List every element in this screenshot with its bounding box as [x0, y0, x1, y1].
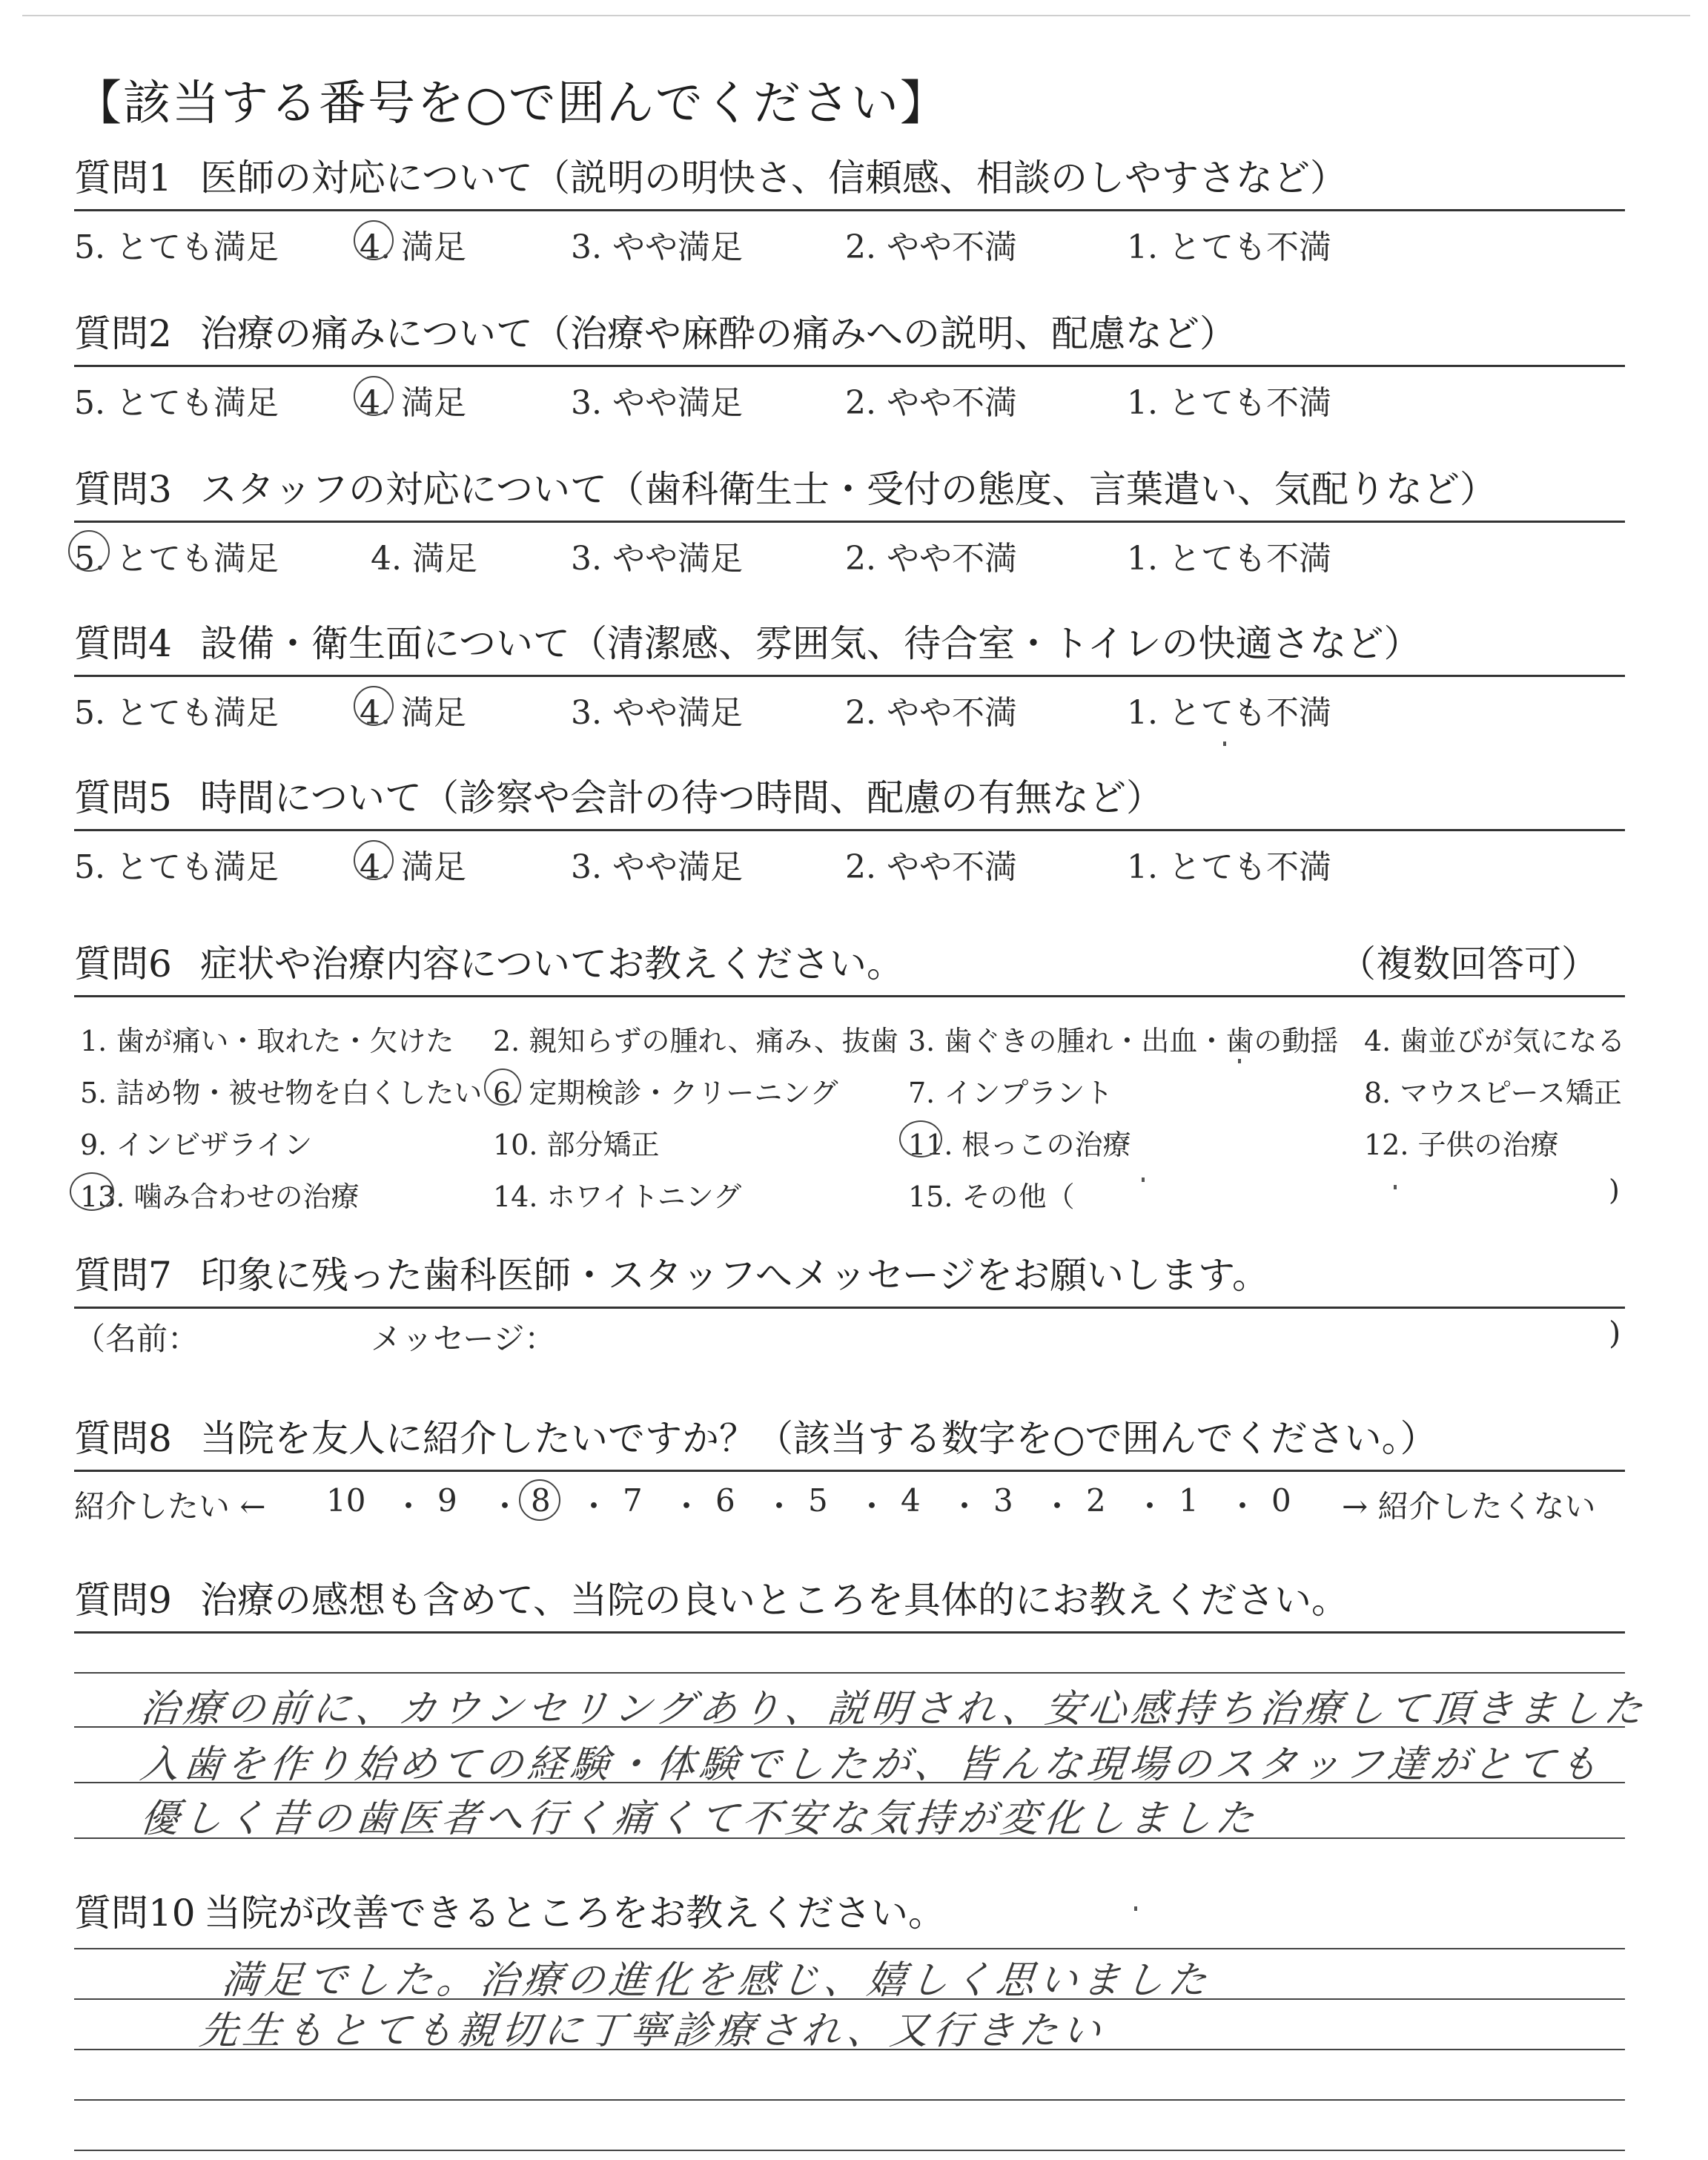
question-2 — [74, 304, 1625, 422]
option-5[interactable]: 5. とても満足 — [74, 694, 279, 732]
scale-separator: ・ — [1227, 1488, 1259, 1525]
symptom-11[interactable]: 11. 根っこの治療 — [908, 1129, 1131, 1161]
other-close-paren: ) — [1609, 1174, 1620, 1206]
option-3[interactable]: 3. やや満足 — [571, 384, 743, 422]
option-1[interactable]: 1. とても不満 — [1127, 694, 1331, 732]
question-text: 時間について（診察や会計の待つ時間、配慮の有無など） — [200, 776, 1163, 819]
question-number: 質問1 — [74, 156, 172, 199]
question-header — [74, 1571, 1625, 1634]
symptom-9[interactable]: 9. インビザライン — [80, 1129, 313, 1161]
symptom-7[interactable]: 7. インプラント — [908, 1077, 1113, 1109]
question-number: 質問3 — [74, 468, 172, 511]
selection-circle — [68, 530, 110, 572]
question-text: スタッフの対応について（歯科衛生士・受付の態度、言葉遣い、気配りなど） — [200, 468, 1497, 511]
scale-7[interactable]: 7 — [623, 1482, 643, 1519]
symptom-8[interactable]: 8. マウスピース矯正 — [1364, 1077, 1622, 1109]
rating-options — [74, 211, 1625, 266]
scale-6[interactable]: 6 — [715, 1482, 735, 1519]
option-5[interactable]: 5. とても満足 — [74, 384, 279, 422]
rating-options — [74, 523, 1625, 578]
question-text: 医師の対応について（説明の明快さ、信頼感、相談のしやすさなど） — [200, 156, 1347, 199]
multiple-answer-note: （複数回答可） — [1339, 942, 1598, 985]
scale-10[interactable]: 10 — [326, 1482, 366, 1519]
question-text: 当院が改善できるところをお教えください。 — [204, 1892, 945, 1935]
question-number: 質問7 — [74, 1254, 172, 1297]
question-number: 質問10 — [74, 1892, 196, 1935]
symptom-3[interactable]: 3. 歯ぐきの腫れ・出血・歯の動揺 — [908, 1025, 1339, 1057]
question-number: 質問2 — [74, 312, 172, 355]
scale-1[interactable]: 1 — [1179, 1482, 1199, 1519]
question-6 — [74, 934, 1625, 1220]
question-text: 症状や治療内容についてお教えください。 — [200, 942, 904, 985]
answer-line — [74, 2099, 1625, 2101]
question-10 — [74, 1883, 1625, 1944]
symptom-15[interactable]: 15. その他（ — [908, 1180, 1075, 1213]
handwritten-answer-line: 満足でした。治療の進化を感じ、嬉しく思いました — [219, 1958, 1214, 2003]
option-2[interactable]: 2. やや不満 — [845, 694, 1017, 732]
symptom-2[interactable]: 2. 親知らずの腫れ、痛み、抜歯 — [493, 1025, 898, 1057]
question-header — [74, 148, 1625, 211]
scan-speck — [1134, 1906, 1137, 1911]
scan-speck — [1142, 1178, 1145, 1182]
message-close-paren: ) — [1609, 1315, 1621, 1351]
question-5 — [74, 768, 1625, 886]
scale-separator: ・ — [856, 1488, 888, 1525]
scan-speck — [1238, 1059, 1241, 1063]
scale-8[interactable]: 8 — [531, 1482, 551, 1519]
rating-options — [74, 831, 1625, 886]
symptom-13[interactable]: 13. 噛み合わせの治療 — [80, 1180, 360, 1213]
question-text: 当院を友人に紹介したいですか？（該当する数字を○で囲んでください。） — [200, 1417, 1437, 1460]
scale-separator: ・ — [393, 1488, 425, 1525]
question-3 — [74, 460, 1625, 578]
option-2[interactable]: 2. やや不満 — [845, 848, 1017, 886]
question-header — [74, 304, 1625, 367]
question-header — [74, 934, 1625, 997]
page-title: 【該当する番号を○で囲んでください】 — [74, 76, 949, 131]
scale-separator: ・ — [949, 1488, 981, 1525]
scale-left-label: 紹介したい ← — [74, 1488, 266, 1525]
question-header — [74, 614, 1625, 677]
scale-separator: ・ — [764, 1488, 795, 1525]
selection-circle — [899, 1120, 942, 1157]
question-header — [74, 1246, 1625, 1309]
symptom-4[interactable]: 4. 歯並びが気になる — [1364, 1025, 1626, 1057]
option-5[interactable]: 5. とても満足 — [74, 540, 279, 578]
scale-9[interactable]: 9 — [437, 1482, 457, 1519]
question-header — [74, 768, 1625, 831]
scale-0[interactable]: 0 — [1271, 1482, 1291, 1519]
option-4[interactable]: 4. 満足 — [360, 384, 466, 422]
message-row — [74, 1309, 1625, 1357]
question-4 — [74, 614, 1625, 732]
scale-separator: ・ — [1042, 1488, 1073, 1525]
answer-line — [74, 1672, 1625, 1674]
answer-line — [74, 2150, 1625, 2151]
question-7 — [74, 1246, 1625, 1357]
top-border — [22, 15, 1690, 16]
message-label: メッセージ： — [371, 1321, 556, 1357]
rating-options — [74, 367, 1625, 422]
question-text: 印象に残った歯科医師・スタッフへメッセージをお願いします。 — [200, 1254, 1269, 1297]
question-number: 質問9 — [74, 1579, 172, 1622]
selection-circle — [354, 376, 394, 416]
symptom-12[interactable]: 12. 子供の治療 — [1364, 1129, 1559, 1161]
question-number: 質問4 — [74, 622, 172, 665]
scale-right-label: → 紹介したくない — [1342, 1488, 1596, 1525]
scan-speck — [1223, 742, 1226, 746]
option-3[interactable]: 3. やや満足 — [571, 848, 743, 886]
handwritten-answer-line: 優しく昔の歯医者へ行く痛くて不安な気持が変化しました — [138, 1797, 1261, 1841]
name-label: （名前： — [74, 1321, 199, 1357]
option-3[interactable]: 3. やや満足 — [571, 228, 743, 266]
question-9 — [74, 1571, 1625, 1634]
symptom-10[interactable]: 10. 部分矯正 — [493, 1129, 660, 1161]
selection-circle — [354, 840, 394, 880]
option-5[interactable]: 5. とても満足 — [74, 228, 279, 266]
option-1[interactable]: 1. とても不満 — [1127, 228, 1331, 266]
recommend-scale — [74, 1472, 1625, 1524]
option-4[interactable]: 4. 満足 — [360, 228, 466, 266]
option-4[interactable]: 4. 満足 — [360, 848, 466, 886]
handwritten-answer-line: 入歯を作り始めての経験・体験でしたが、皆んな現場のスタッフ達がとても — [138, 1743, 1605, 1787]
selection-circle — [484, 1069, 521, 1106]
scale-3[interactable]: 3 — [993, 1482, 1013, 1519]
scale-separator: ・ — [489, 1488, 521, 1525]
selection-circle — [354, 686, 394, 726]
symptom-5[interactable]: 5. 詰め物・被せ物を白くしたい — [80, 1077, 483, 1109]
selection-circle — [354, 220, 394, 260]
handwritten-answer-line: 先生もとても親切に丁寧診療され、又行きたい — [197, 2009, 1108, 2053]
rating-options — [74, 677, 1625, 732]
question-header — [74, 460, 1625, 523]
option-4[interactable]: 4. 満足 — [360, 694, 466, 732]
question-1 — [74, 148, 1625, 266]
handwritten-answer-line: 治療の前に、カウンセリングあり、説明され、安心感持ち治療して頂きました — [138, 1687, 1649, 1731]
scale-2[interactable]: 2 — [1086, 1482, 1106, 1519]
scale-separator: ・ — [1134, 1488, 1166, 1525]
option-1[interactable]: 1. とても不満 — [1127, 384, 1331, 422]
symptom-options — [74, 997, 1625, 1220]
symptom-14[interactable]: 14. ホワイトニング — [493, 1180, 742, 1213]
option-5[interactable]: 5. とても満足 — [74, 848, 279, 886]
question-text: 治療の感想も含めて、当院の良いところを具体的にお教えください。 — [200, 1579, 1348, 1622]
selection-circle — [519, 1479, 560, 1521]
question-text: 設備・衛生面について（清潔感、雰囲気、待合室・トイレの快適さなど） — [200, 622, 1421, 665]
question-header — [74, 1409, 1625, 1472]
question-number: 質問8 — [74, 1417, 172, 1460]
scale-separator: ・ — [578, 1488, 610, 1525]
option-2[interactable]: 2. やや不満 — [845, 228, 1017, 266]
scan-speck — [1394, 1185, 1397, 1189]
scale-separator: ・ — [671, 1488, 703, 1525]
symptom-6[interactable]: 6. 定期検診・クリーニング — [493, 1077, 838, 1109]
question-text: 治療の痛みについて（治療や麻酔の痛みへの説明、配慮など） — [200, 312, 1237, 355]
option-1[interactable]: 1. とても不満 — [1127, 540, 1331, 578]
scale-5[interactable]: 5 — [808, 1482, 828, 1519]
question-8 — [74, 1409, 1625, 1524]
option-2[interactable]: 2. やや不満 — [845, 540, 1017, 578]
option-2[interactable]: 2. やや不満 — [845, 384, 1017, 422]
question-header — [74, 1883, 1625, 1944]
question-number: 質問6 — [74, 942, 172, 985]
option-3[interactable]: 3. やや満足 — [571, 540, 743, 578]
option-3[interactable]: 3. やや満足 — [571, 694, 743, 732]
symptom-1[interactable]: 1. 歯が痛い・取れた・欠けた — [80, 1025, 454, 1057]
scale-4[interactable]: 4 — [901, 1482, 921, 1519]
question-number: 質問5 — [74, 776, 172, 819]
option-1[interactable]: 1. とても不満 — [1127, 848, 1331, 886]
option-4[interactable]: 4. 満足 — [371, 540, 477, 578]
selection-circle — [70, 1172, 114, 1211]
